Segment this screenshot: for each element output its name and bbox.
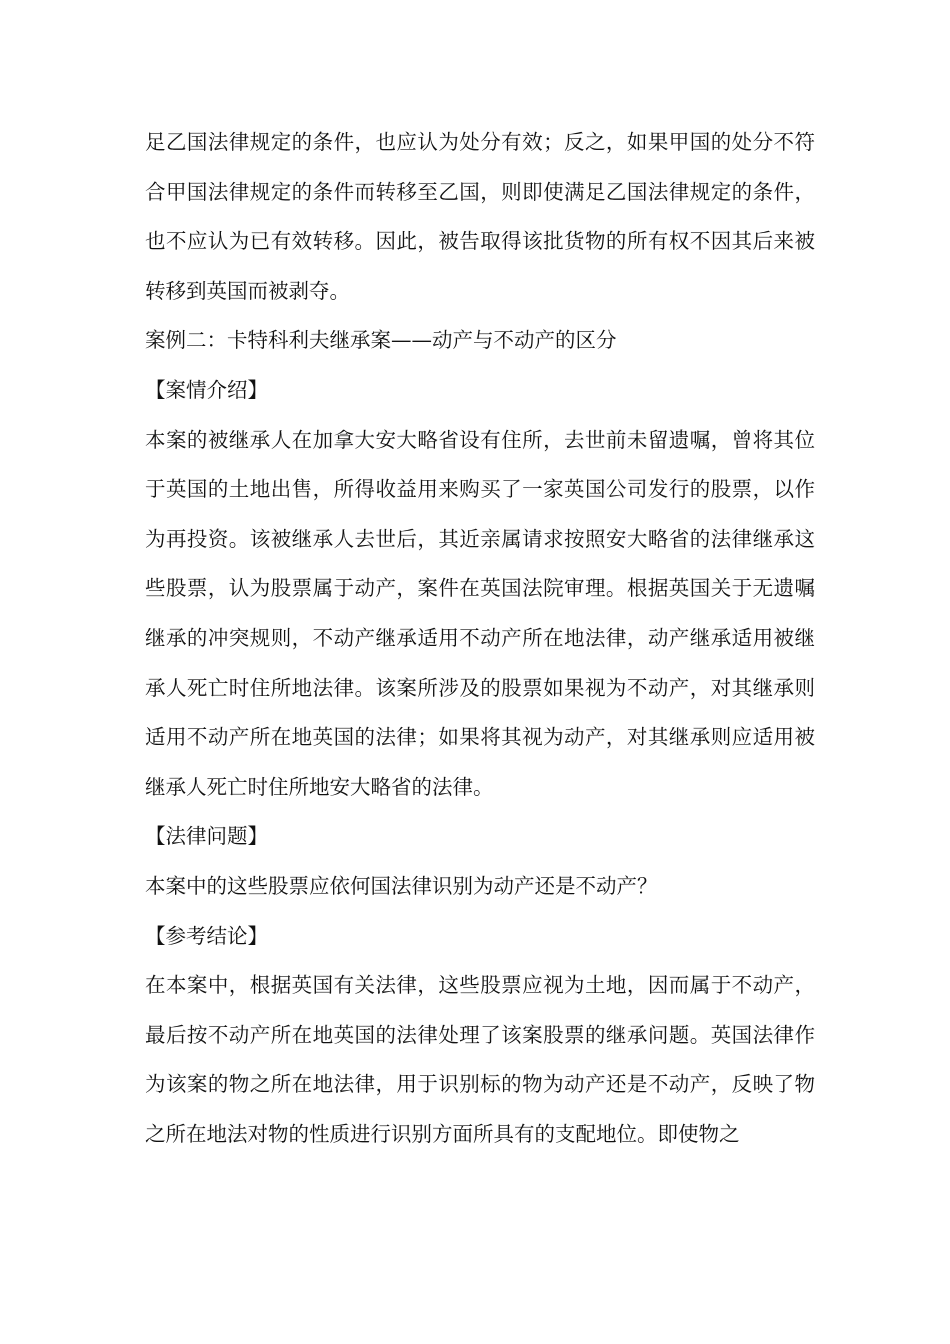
- paragraph-legal-issue: 本案中的这些股票应依何国法律识别为动产还是不动产？: [145, 873, 658, 898]
- section-heading-reference-conclusion: 【参考结论】: [145, 923, 268, 948]
- section-heading-case-intro: 【案情介绍】: [145, 377, 268, 402]
- paragraph-continuation: 足乙国法律规定的条件，也应认为处分有效；反之，如果甲国的处分不符合甲国法律规定的条件而转移至乙国，则即使满足乙国法律规定的条件，也不应认为已有效转移。因此，被告取得该批货物的所有权不因其后来被转移到英国而被剥夺。: [145, 130, 815, 303]
- section-heading-legal-issue: 【法律问题】: [145, 824, 268, 849]
- paragraph-case-intro: 本案的被继承人在加拿大安大略省设有住所，去世前未留遗嘱，曾将其位于英国的土地出售，所得收益用来购买了一家英国公司发行的股票，以作为再投资。该被继承人去世后，其近亲属请求按照安大略省的法律继承这些股票，认为股票属于动产，案件在英国法院审理。根据英国关于无遗嘱继承的冲突规则，不动产继承适用不动产所在地法律，动产继承适用被继承人死亡时住所地法律。该案所涉及的股票如果视为不动产，对其继承则适用不动产所在地英国的法律；如果将其视为动产，对其继承则应适用被继承人死亡时住所地安大略省的法律。: [145, 427, 815, 799]
- paragraph-reference-conclusion: 在本案中，根据英国有关法律，这些股票应视为土地，因而属于不动产，最后按不动产所在地英国的法律处理了该案股票的继承问题。英国法律作为该案的物之所在地法律，用于识别标的物为动产还是不动产，反映了物之所在地法对物的性质进行识别方面所具有的支配地位。即使物之: [145, 973, 815, 1146]
- document-body: [145, 118, 815, 1159]
- case-heading: 案例二：卡特科利夫继承案——动产与不动产的区分: [145, 328, 617, 353]
